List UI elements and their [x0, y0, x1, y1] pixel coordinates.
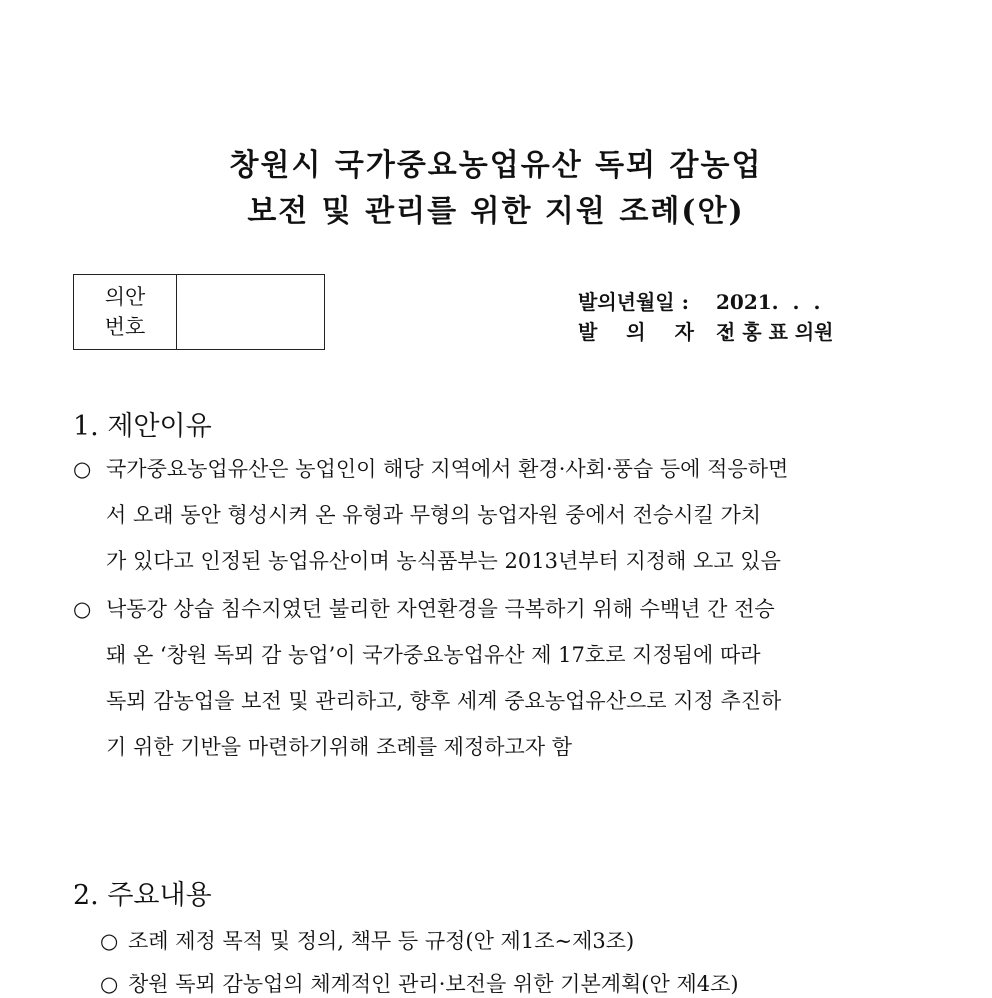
reason-bullet-2-line-1: 낙동강 상습 침수지였던 불리한 자연환경을 극복하기 위해 수백년 간 전승: [106, 597, 775, 621]
proposer: [578, 316, 834, 345]
bullet-circle-icon: ○: [73, 597, 92, 621]
proposer-value: 전 홍 표 의원: [716, 320, 834, 344]
bill-number-label-line1: 의안: [104, 285, 146, 309]
reason-bullet-1-line-3: 가 있다고 인정된 농업유산이며 농식품부는 2013년부터 지정해 오고 있음: [106, 549, 781, 573]
content-item-2: [100, 968, 739, 998]
proposer-label: 발 의 자 :: [578, 320, 742, 344]
proposal-date: [578, 286, 820, 315]
reason-bullet-1-line-2: 서 오래 동안 형성시켜 온 유형과 무형의 농업자원 중에서 전승시킬 가치: [106, 503, 762, 527]
section-heading-reason: 1. 제안이유: [73, 411, 212, 442]
bill-number-label: [74, 275, 177, 349]
document-title-line2: 보전 및 관리를 위한 지원 조례(안): [247, 194, 745, 229]
reason-bullet-1: [73, 454, 923, 592]
bill-number-value: [177, 275, 324, 349]
reason-bullet-2-line-3: 독뫼 감농업을 보전 및 관리하고, 향후 세계 중요농업유산으로 지정 추진하: [106, 689, 782, 713]
reason-bullet-2-line-2: 돼 온 ‘창원 독뫼 감 농업’이 국가중요농업유산 제 17호로 지정됨에 따라: [106, 643, 761, 667]
reason-bullet-1-line-1: 국가중요농업유산은 농업인이 해당 지역에서 환경·사회·풍습 등에 적응하면: [106, 457, 789, 481]
bullet-circle-icon: ○: [100, 929, 119, 953]
reason-bullet-2-line-4: 기 위한 기반을 마련하기위해 조례를 제정하고자 함: [106, 735, 573, 759]
content-item-1: [100, 925, 634, 955]
section-heading-content: 2. 주요내용: [73, 880, 212, 911]
bill-number-label-line2: 번호: [104, 315, 146, 339]
content-item-2-text: 창원 독뫼 감농업의 체계적인 관리·보전을 위한 기본계획(안 제4조): [128, 972, 739, 996]
content-item-1-text: 조례 제정 목적 및 정의, 책무 등 규정(안 제1조∼제3조): [128, 929, 635, 953]
bill-number-box: [73, 274, 325, 350]
bullet-circle-icon: ○: [100, 972, 119, 996]
bullet-circle-icon: ○: [73, 457, 92, 481]
proposal-date-label: 발의년월일 :: [578, 290, 689, 314]
document-title-line1: 창원시 국가중요농업유산 독뫼 감농업: [229, 148, 763, 183]
reason-bullet-2: [73, 594, 923, 778]
proposal-date-value: 2021. . .: [716, 290, 821, 314]
